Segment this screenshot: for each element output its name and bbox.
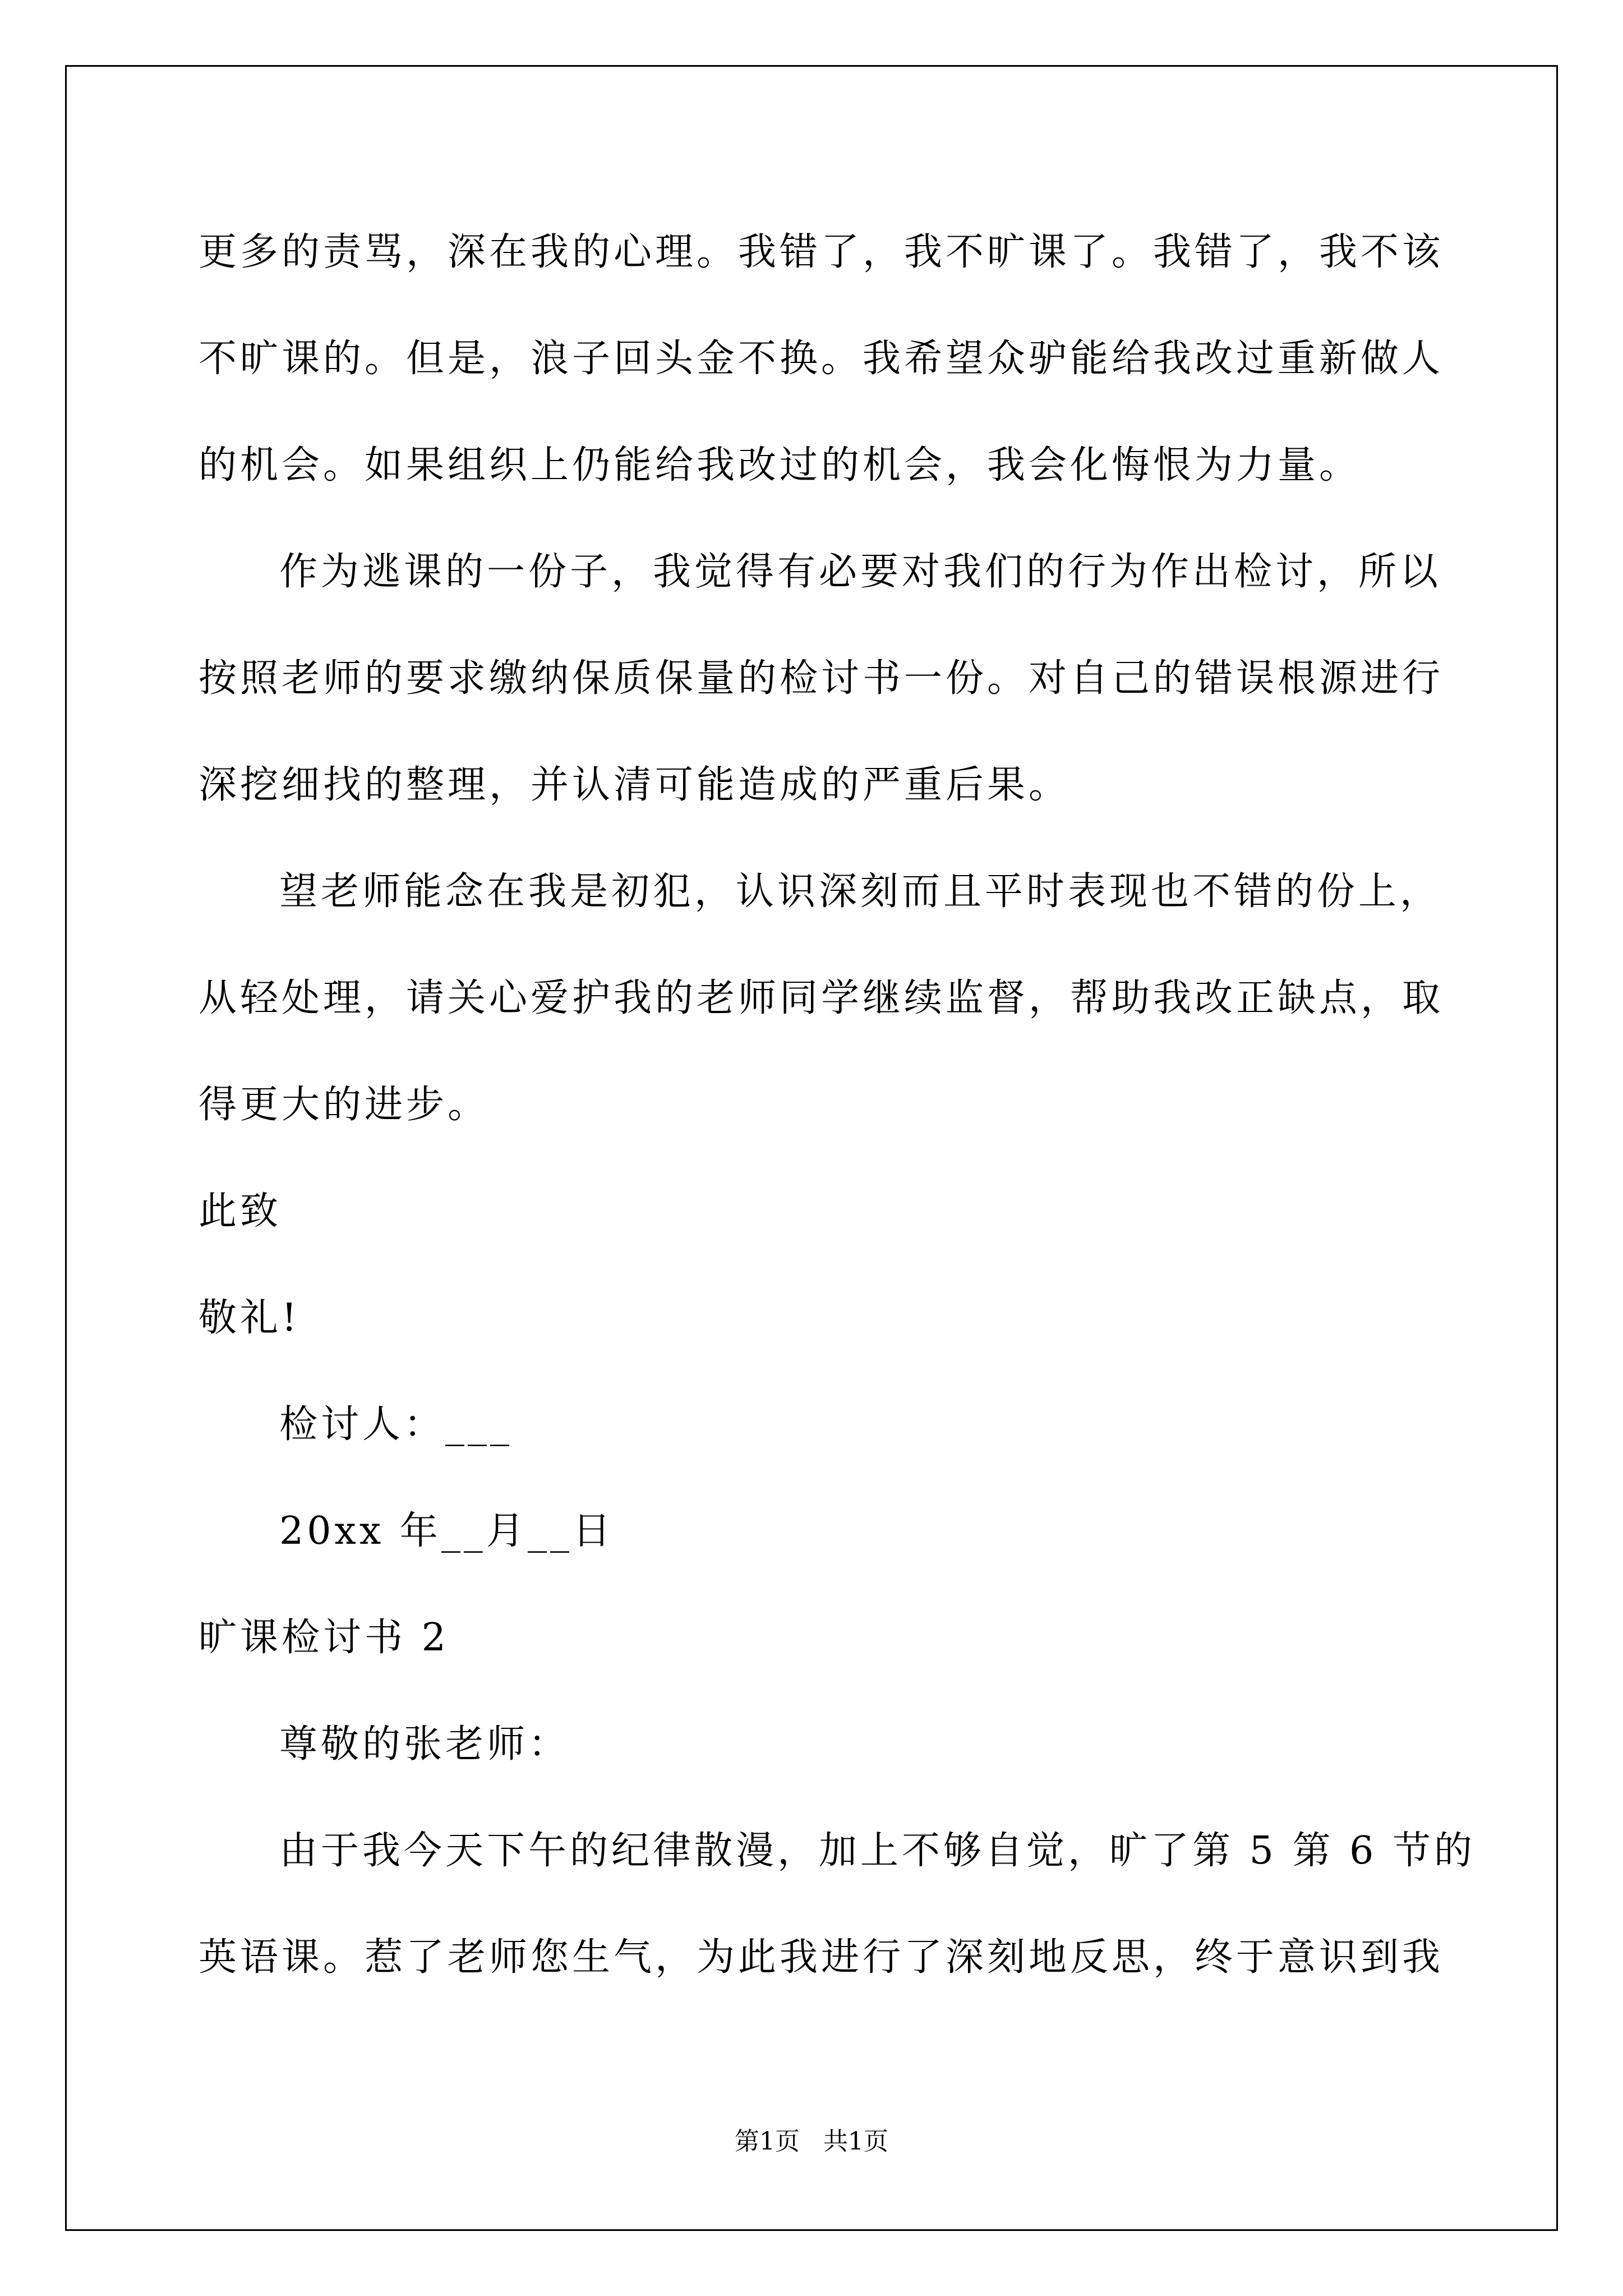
- body-text-line: 英语课。惹了老师您生气，为此我进行了深刻地反思，终于意识到我: [199, 1935, 1444, 1980]
- body-text-line: 更多的责骂，深在我的心理。我错了，我不旷课了。我错了，我不该: [199, 230, 1444, 274]
- page-footer: 第1页 共1页: [735, 2127, 888, 2156]
- body-text-line: 得更大的进步。: [199, 1083, 490, 1127]
- paragraph-first-line: 由于我今天下午的纪律散漫，加上不够自觉，旷了第 5 第 6 节的: [279, 1829, 1476, 1873]
- date-line: 20xx 年__月__日: [279, 1509, 614, 1553]
- closing-regards: 敬礼!: [199, 1296, 301, 1340]
- letter-greeting: 尊敬的张老师：: [279, 1722, 570, 1766]
- body-text-line: 的机会。如果组织上仍能给我改过的机会，我会化悔恨为力量。: [199, 443, 1361, 487]
- signature-line: 检讨人：___: [279, 1402, 513, 1447]
- body-text-line: 深挖细找的整理，并认清可能造成的严重后果。: [199, 763, 1071, 807]
- section-heading: 旷课检讨书 2: [199, 1616, 449, 1660]
- page-border: [65, 65, 1558, 2231]
- paragraph-first-line: 作为逃课的一份子，我觉得有必要对我们的行为作出检讨，所以: [279, 550, 1442, 594]
- body-text-line: 从轻处理，请关心爱护我的老师同学继续监督，帮助我改正缺点，取: [199, 976, 1444, 1020]
- paragraph-first-line: 望老师能念在我是初犯，认识深刻而且平时表现也不错的份上，: [279, 869, 1442, 914]
- body-text-line: 不旷课的。但是，浪子回头金不换。我希望众驴能给我改过重新做人: [199, 337, 1444, 381]
- closing-salutation: 此致: [199, 1189, 282, 1234]
- body-text-line: 按照老师的要求缴纳保质保量的检讨书一份。对自己的错误根源进行: [199, 656, 1444, 701]
